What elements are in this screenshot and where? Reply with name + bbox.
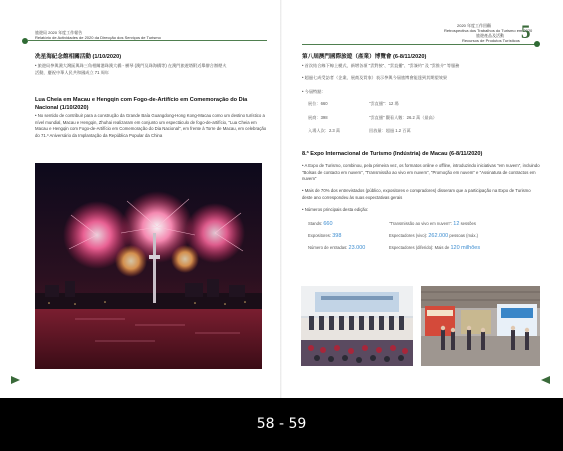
header-dot [22, 38, 28, 44]
expo-bullet2-cn: • 超過七成受訪者（企業、展商及買家）表示參與今屆旅博會能達到其期望效果 [302, 75, 448, 80]
page-indicator: 58 - 59 [0, 398, 563, 451]
header-title-cn: 旅遊局 2020 年度工作報告 [35, 30, 83, 35]
expo-title-cn: 第八屆澳門國際旅遊（產業）博覽會 (6-8/11/2020) [302, 54, 427, 60]
chapter-number: 5 [521, 22, 531, 43]
left-page [0, 0, 281, 398]
stat-exhibitors-pt: Expositores: 398 [308, 233, 342, 239]
expo-bullet1-cn: • 首次結合線下線上模式，新增各項 "雲對接"、"雲直播"、"雲簽約" 及 "雲推介" 等服務 [302, 63, 460, 68]
expo-opening-photo [301, 286, 413, 366]
stat-exhibitors-cn: 展商：398 [308, 115, 328, 120]
next-page-arrow-icon[interactable] [541, 376, 550, 384]
stat-stands-cn: 展位：660 [308, 101, 328, 106]
header-subtitle-cn-right: 旅遊產品及活動 [476, 33, 504, 38]
expo-stats-label-cn: • 今屆特點： [302, 89, 326, 94]
stat-stands-pt: Stands: 660 [308, 221, 333, 227]
expo-opening-image [301, 286, 413, 366]
header-subtitle-pt-right: Recursos de Produtos Turísticos [462, 38, 520, 43]
section-text-cn-line1: • 旅遊局參與澳大灣區與珠三角相關港珠澳大橋 - 横琴 (澳門及珠海橋等) 在澳門旅遊塔附近舉辦合辦煙火 [35, 63, 227, 68]
expo-hall-image [421, 286, 540, 366]
fireworks-image [35, 163, 262, 369]
stat-replay-pt: Espectadores (diferido): Mais de 120 milhões [389, 245, 481, 251]
expo-bullet1-pt: • A Expo de Turismo, combinou, pela primeira vez, os formatos online e offline, introduzindo iniciativas "em nuvem", incluindo "Bolsas de contacto em nuvem", "Transmissão ao vivo em nuvem", "Promoção em nuvem" e "Assinatura de contractos em nuvem" [302, 163, 540, 182]
right-page [282, 0, 563, 398]
prev-page-arrow-icon[interactable] [11, 376, 20, 384]
header-dot-right [534, 41, 540, 47]
section-text-pt: • No sentido de contribuir para a construção da Grande Baía Guangdong-Hong Kong-Macau como um destino turístico a nível mundial, Macau e Hengqin, Zhuhai realizaram em conjunto um espectáculo de fogo-de-artifício, "Lua Cheia em Macau e Hengqin com Fogo-de-Artifício em Comemoração do Dia Nacional", em frente à Torre de Macau, em celebração do 71.º Aniversário da Implantação da República Popular da China [35, 113, 267, 138]
stat-viewers-cn: "雲直播" 觀看人數：26.2 萬（最高） [369, 115, 437, 120]
header-title-pt: Relatório de Actividades de 2020 da Direcção dos Serviços de Turismo [35, 35, 161, 40]
stat-entries-pt: Número de entradas: 23.000 [308, 245, 366, 251]
header-title-cn-right: 2020 年度工作回顧 [457, 23, 492, 28]
section-title-cn: 冼星海紀念館相關活動 (1/10/2020) [35, 54, 122, 60]
header-rule [27, 40, 267, 41]
stat-viewers-pt: Espectadores (vivo): 262.000 pessoas (máx.) [389, 233, 479, 239]
expo-bullet2-pt: • Mais de 70% dos entrevistados (público, expositores e compradores) disseram que a participação na Expo de Turismo deste ano correspondeu às suas expectativas gerais [302, 188, 531, 200]
stat-stream-pt: "Transmissão ao vivo em nuvem": 12 sessões [389, 221, 476, 227]
header-title-pt-right: Retrospectiva dos Trabalhos do Turismo em 2020 [444, 28, 533, 33]
section-text-cn-line2: 活動，慶祝中華人民共和國成立 71 周年 [35, 70, 109, 75]
header-rule-right [302, 44, 535, 45]
fireworks-photo [35, 163, 262, 369]
expo-numbers-label-pt: • Números principais desta edição: [302, 207, 369, 212]
expo-title-pt: 8.ª Expo Internacional de Turismo (Indústria) de Macau (6-8/11/2020) [302, 151, 483, 157]
stat-replay-cn: 回放量：超過 1.2 百萬 [369, 128, 411, 133]
stat-entries-cn: 入場人次：2.3 萬 [308, 128, 341, 133]
expo-hall-photo [421, 286, 540, 366]
section-title-pt: Lua Cheia em Macau e Hengqin com Fogo-de-Artifício em Comemoração do Dia Nacional (1/10/2020) [35, 97, 248, 111]
stat-stream-cn: "雲直播"：12 場 [369, 101, 399, 106]
